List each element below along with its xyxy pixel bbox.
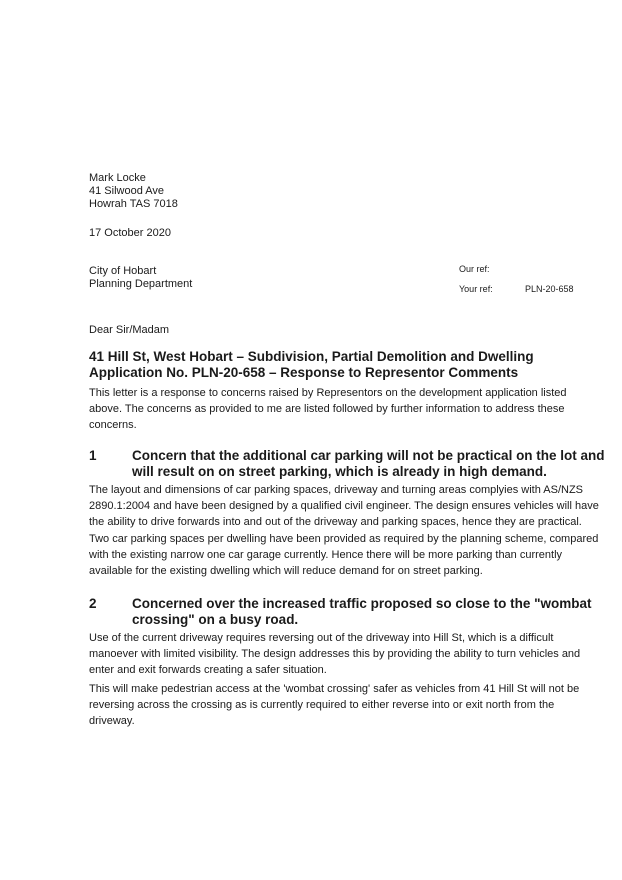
your-ref-value: PLN-20-658 xyxy=(525,284,574,294)
our-ref-label: Our ref: xyxy=(459,264,490,274)
paragraph-line: reversing across the crossing as is currently required to either reverse into or exit north from the xyxy=(89,699,555,711)
section-title-line: will result on on street parking, which is already in high demand. xyxy=(132,464,547,479)
section-title-line: crossing" on a busy road. xyxy=(132,612,299,627)
sender-name: Mark Locke xyxy=(89,172,146,184)
subject-heading xyxy=(89,349,559,381)
sender-street: 41 Silwood Ave xyxy=(89,185,165,197)
section-title-line: Concerned over the increased traffic proposed so close to the "wombat xyxy=(132,596,592,611)
paragraph-line: 2890.1:2004 and have been designed by a qualified civil engineer. The design ensures vehicles will have xyxy=(89,500,599,512)
your-ref-label: Your ref: xyxy=(459,284,493,294)
sender-address xyxy=(89,172,178,211)
section-2-title xyxy=(132,596,592,628)
section-1-title xyxy=(132,448,605,480)
sender-suburb: Howrah TAS 7018 xyxy=(89,198,178,210)
subject-line-2: Application No. PLN-20-658 – Response to Representor Comments xyxy=(89,365,519,380)
paragraph-line: the ability to drive forwards into and out of the driveway and parking spaces, hence they are practical. xyxy=(89,516,582,528)
recipient-dept: Planning Department xyxy=(89,278,193,290)
intro-line: This letter is a response to concerns raised by Representors on the development application listed xyxy=(89,387,567,399)
section-1-number: 1 xyxy=(89,448,97,463)
paragraph-line: manoever with limited visibility. The design addresses this by providing the ability to turn vehicles and xyxy=(89,648,581,660)
salutation: Dear Sir/Madam xyxy=(89,324,170,336)
recipient-org: City of Hobart xyxy=(89,265,157,277)
intro-line: above. The concerns as provided to me are listed followed by further information to address these xyxy=(89,403,565,415)
section-title-line: Concern that the additional car parking will not be practical on the lot and xyxy=(132,448,605,463)
section-2-paragraph-2 xyxy=(89,681,580,729)
paragraph-line: Use of the current driveway requires reversing out of the driveway into Hill St, which is a difficult xyxy=(89,632,554,644)
paragraph-line: This will make pedestrian access at the 'wombat crossing' safer as vehicles from 41 Hill St will not be xyxy=(89,683,580,695)
paragraph-line: Two car parking spaces per dwelling have been provided as required by the planning scheme, compared xyxy=(89,533,599,545)
recipient-address xyxy=(89,265,192,291)
paragraph-line: with the existing narrow one car garage currently. Hence there will be more parking than currently xyxy=(89,549,563,561)
intro-paragraph xyxy=(89,385,565,433)
intro-line: concerns. xyxy=(89,419,137,431)
section-1-paragraph-1 xyxy=(89,482,599,530)
section-2-number: 2 xyxy=(89,596,97,611)
paragraph-line: driveway. xyxy=(89,715,135,727)
section-2-paragraph-1 xyxy=(89,630,581,678)
letter-date: 17 October 2020 xyxy=(89,227,171,239)
paragraph-line: available for the existing dwelling which will reduce demand for on street parking. xyxy=(89,565,483,577)
section-1-paragraph-2 xyxy=(89,531,599,579)
paragraph-line: The layout and dimensions of car parking spaces, driveway and turning areas complyies with AS/NZS xyxy=(89,484,584,496)
paragraph-line: enter and exit forwards creating a safer situation. xyxy=(89,664,327,676)
subject-line-1: 41 Hill St, West Hobart – Subdivision, Partial Demolition and Dwelling xyxy=(89,349,534,364)
